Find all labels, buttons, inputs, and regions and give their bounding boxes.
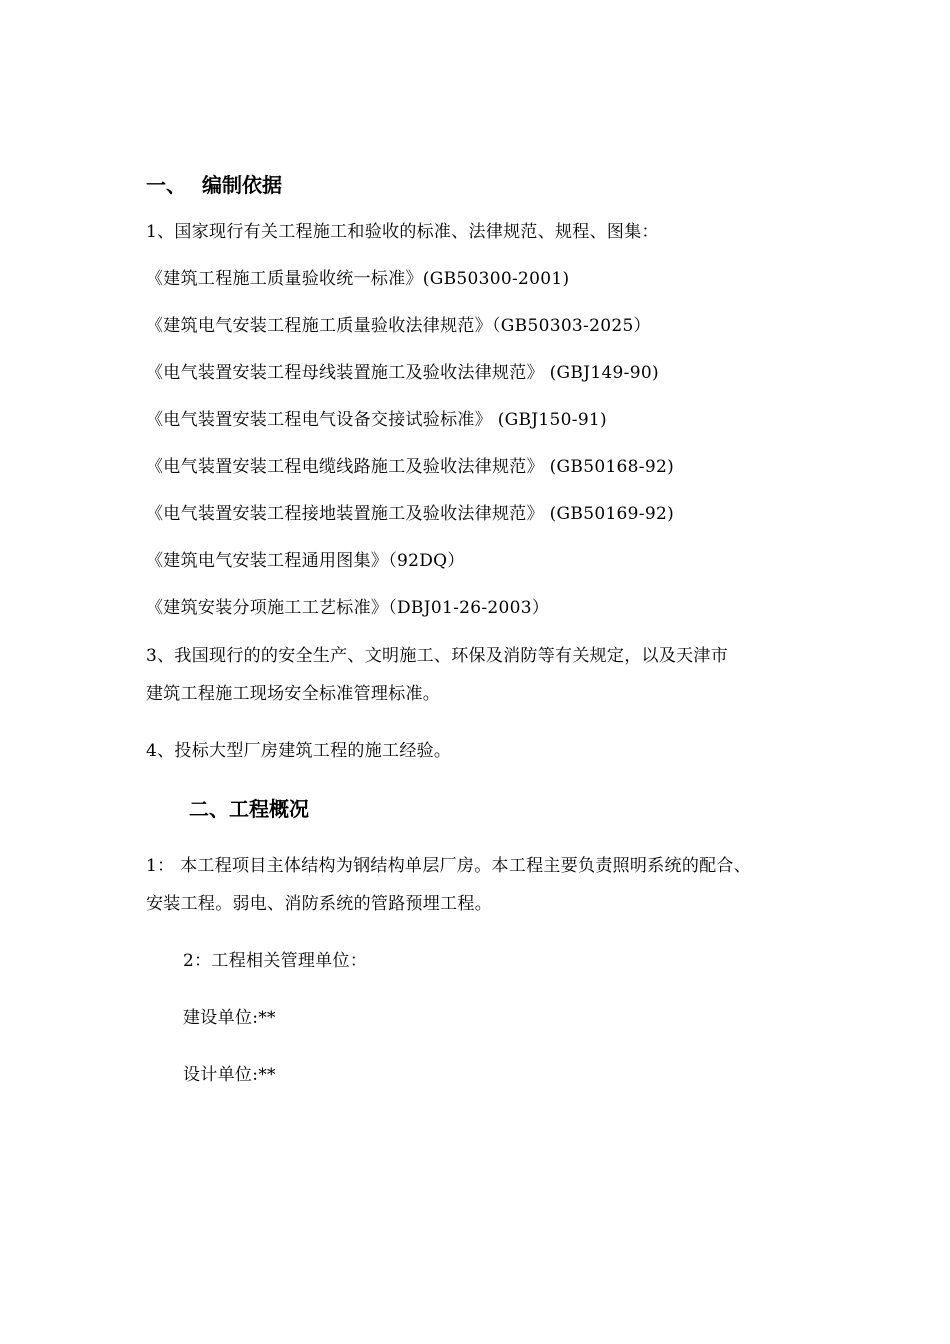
- standard-item: 《建筑电气安装工程施工质量验收法律规范》（GB50303-2025）: [146, 316, 651, 336]
- section2-item2-label: 2：工程相关管理单位：: [183, 951, 368, 971]
- section1-intro: 1、国家现行有关工程施工和验收的标准、法律规范、规程、图集：: [146, 222, 659, 242]
- design-unit: 设计单位:**: [183, 1065, 276, 1085]
- standard-item: 《建筑电气安装工程通用图集》（92DQ）: [146, 551, 465, 571]
- section2-title: 二、工程概况: [189, 797, 309, 821]
- section2-item1-line2: 安装工程。弱电、消防系统的管路预埋工程。: [146, 894, 492, 914]
- section2-item1-line1: 1： 本工程项目主体结构为钢结构单层厂房。本工程主要负责照明系统的配合、: [146, 856, 752, 876]
- section1-number: 一、: [146, 173, 186, 197]
- standard-item: 《电气装置安装工程电缆线路施工及验收法律规范》 (GB50168-92): [146, 457, 674, 477]
- section1-title: 编制依据: [202, 173, 282, 197]
- standard-item: 《电气装置安装工程母线装置施工及验收法律规范》 (GBJ149-90): [146, 363, 659, 383]
- construction-unit: 建设单位:**: [183, 1008, 276, 1028]
- section1-item4: 4、投标大型厂房建筑工程的施工经验。: [146, 741, 452, 761]
- standard-item: 《建筑工程施工质量验收统一标准》(GB50300-2001): [146, 269, 570, 289]
- standard-item: 《电气装置安装工程电气设备交接试验标准》 (GBJ150-91): [146, 410, 607, 430]
- section1-item3-line2: 建筑工程施工现场安全标准管理标准。: [146, 684, 441, 704]
- standard-item: 《建筑安装分项施工工艺标准》（DBJ01-26-2003）: [146, 598, 550, 618]
- section1-item3-line1: 3、我国现行的的安全生产、文明施工、环保及消防等有关规定，以及天津市: [146, 646, 729, 666]
- standard-item: 《电气装置安装工程接地装置施工及验收法律规范》 (GB50169-92): [146, 504, 674, 524]
